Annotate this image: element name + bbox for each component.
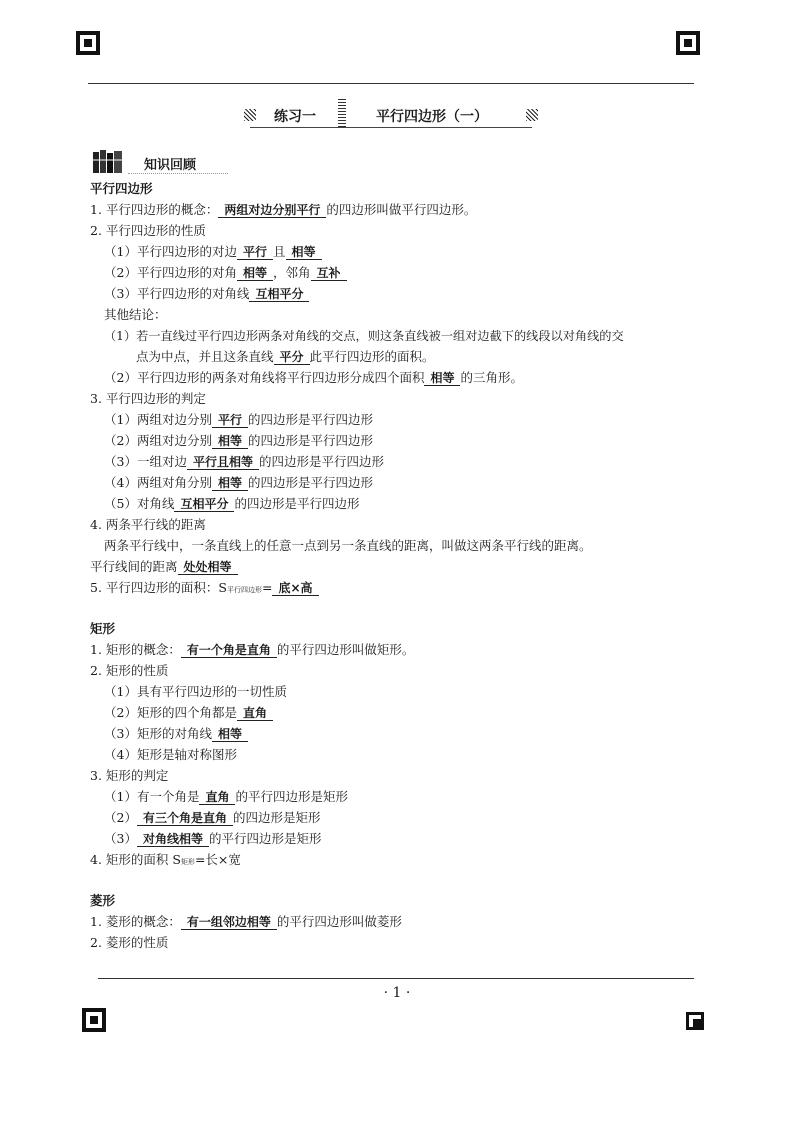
footer-rule (98, 978, 694, 979)
pg-other-1b: 点为中点，并且这条直线 平分 此平行四边形的面积。 (136, 349, 435, 364)
registration-mark-top-right (676, 31, 700, 55)
rect-prop-2: （2）矩形的四个角都是 直角 (104, 704, 273, 722)
pg-other-1a: （1）若一直线过平行四边形两条对角线的交点，则这条直线被一组对边截下的线段以对角线的交 (104, 329, 624, 343)
pg-prop-2: （2）平行四边形的对角 相等 ，邻角 互补 (104, 264, 347, 282)
pg-other-title: 其他结论： (104, 307, 167, 322)
pg-judge-3: （3）一组对边 平行且相等 的四边形是平行四边形 (104, 454, 384, 469)
pg-judge-1: （1）两组对边分别 平行 的四边形是平行四边形 (104, 412, 373, 427)
section-label: 知识回顾 (144, 158, 197, 173)
rectangle-heading: 矩形 (90, 621, 116, 636)
pg-concept-answer: 两组对边分别平行 (218, 203, 326, 218)
pg-other-2: （2）平行四边形的两条对角线将平行四边形分成四个面积 相等 的三角形。 (104, 370, 523, 385)
rect-judge-2: （2） 有三个角是直角 的四边形是矩形 (104, 810, 321, 825)
pg-distance-text: 两条平行线中，一条直线上的任意一点到另一条直线的距离，叫做这两条平行线的距离。 (104, 538, 592, 553)
header-right-block (526, 109, 538, 121)
parallelogram-heading: 平行四边形 (90, 181, 153, 196)
pg-area: 5. 平行四边形的面积：S平行四边形= 底×高 (90, 579, 319, 597)
rect-prop-1: （1）具有平行四边形的一切性质 (104, 684, 287, 699)
pg-distance-title: 4. 两条平行线的距离 (90, 517, 206, 532)
registration-mark-top-left (76, 31, 100, 55)
rect-judge-title: 3. 矩形的判定 (90, 768, 169, 783)
registration-mark-bottom-right (686, 1012, 704, 1030)
page-number: · 1 · (383, 985, 411, 1001)
pg-judge-title: 3. 平行四边形的判定 (90, 391, 206, 406)
pg-concept: 1. 平行四边形的概念： 两组对边分别平行 的四边形叫做平行四边形。 (90, 202, 477, 217)
top-rule (88, 83, 694, 84)
exercise-label: 练习一 (274, 109, 316, 125)
section-label-box (128, 153, 228, 174)
rect-prop-3: （3）矩形的对角线 相等 (104, 725, 248, 743)
pg-prop-3: （3）平行四边形的对角线 互相平分 (104, 285, 309, 303)
page-title: 平行四边形（一） (376, 109, 488, 125)
rect-judge-1: （1）有一个角是 直角 的平行四边形是矩形 (104, 789, 348, 804)
rect-judge-3: （3） 对角线相等 的平行四边形是矩形 (104, 831, 322, 846)
rect-concept: 1. 矩形的概念： 有一个角是直角 的平行四边形叫做矩形。 (90, 642, 415, 657)
rect-prop-4: （4）矩形是轴对称图形 (104, 747, 237, 762)
header-left-block (244, 109, 256, 121)
rect-area: 4. 矩形的面积 S矩形=长×宽 (90, 852, 241, 867)
books-icon (92, 148, 124, 174)
rhombus-heading: 菱形 (90, 893, 116, 908)
rhombus-concept: 1. 菱形的概念： 有一组邻边相等 的平行四边形叫做菱形 (90, 914, 402, 929)
pg-judge-5: （5）对角线 互相平分 的四边形是平行四边形 (104, 496, 360, 511)
rhombus-props-title: 2. 菱形的性质 (90, 935, 169, 950)
pg-judge-4: （4）两组对角分别 相等 的四边形是平行四边形 (104, 475, 373, 490)
pg-distance-line: 平行线间的距离 处处相等 (90, 558, 238, 576)
pg-prop-1: （1）平行四边形的对边 平行 且 相等 (104, 243, 322, 261)
pg-props-title: 2. 平行四边形的性质 (90, 223, 206, 238)
header-divider (338, 99, 346, 127)
pg-judge-2: （2）两组对边分别 相等 的四边形是平行四边形 (104, 433, 373, 448)
rect-props-title: 2. 矩形的性质 (90, 663, 169, 678)
registration-mark-bottom-left (82, 1008, 106, 1032)
header-bar (250, 103, 532, 128)
